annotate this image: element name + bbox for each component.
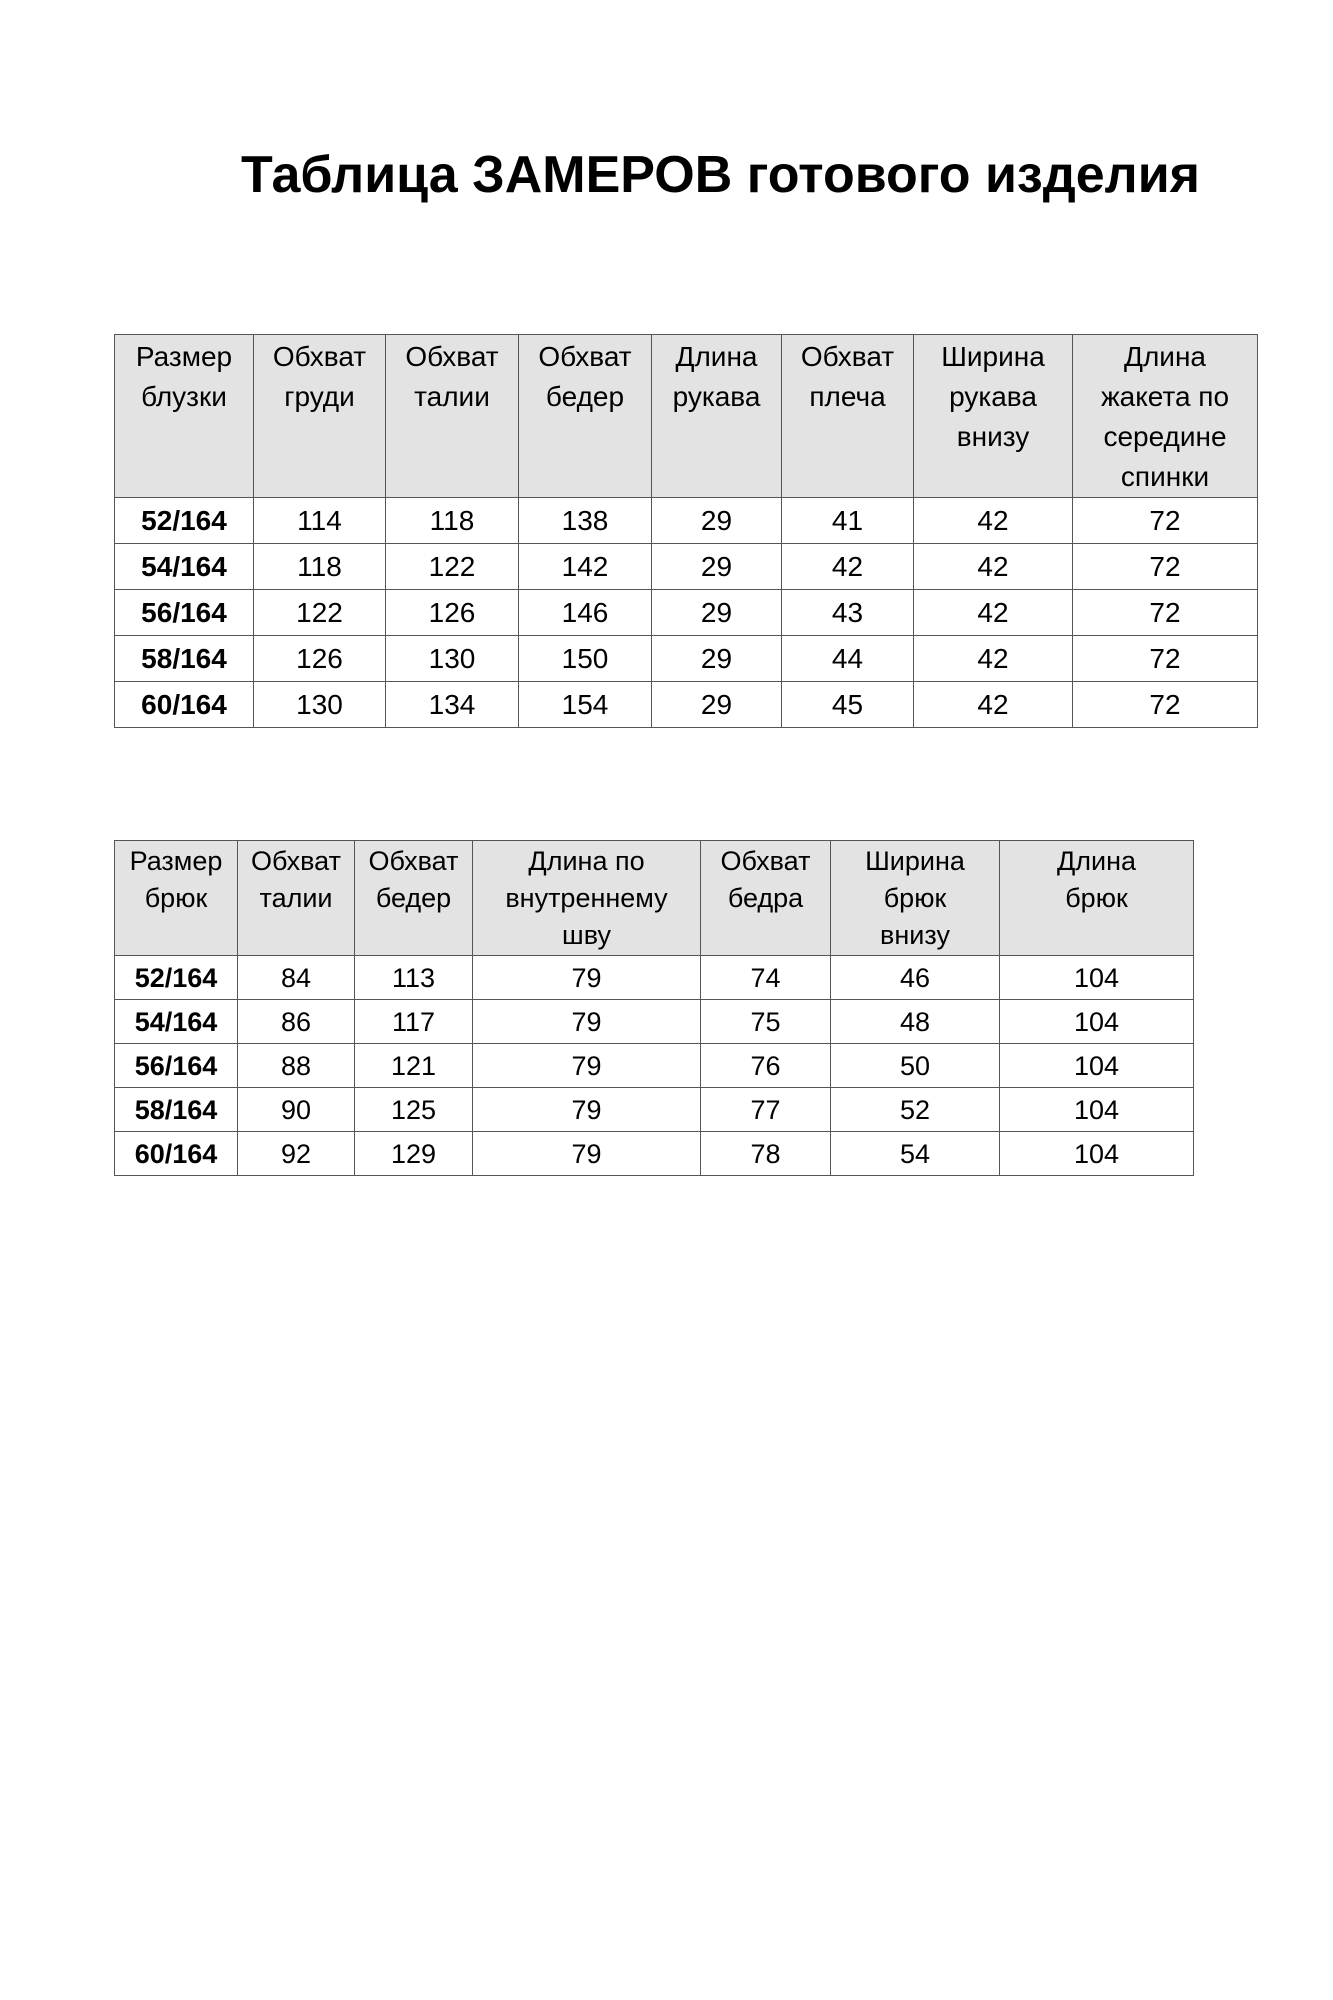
column-header-line: Обхват: [251, 846, 341, 876]
column-header-line: Обхват: [720, 846, 811, 876]
size-cell: 54/164: [115, 1000, 238, 1044]
table-row: [115, 682, 1258, 728]
measurement-cell: 54: [831, 1132, 1000, 1176]
column-header: [831, 841, 1000, 956]
column-header: [652, 335, 782, 498]
column-header-line: Обхват: [272, 341, 367, 372]
size-cell: 56/164: [115, 1044, 238, 1088]
column-header: [701, 841, 831, 956]
table-row: [115, 1044, 1194, 1088]
column-header: [115, 841, 238, 956]
column-header-line: Обхват: [800, 341, 895, 372]
column-header-line: жакета по: [1100, 381, 1230, 412]
column-header: [914, 335, 1073, 498]
measurement-cell: 134: [386, 682, 519, 728]
measurement-cell: 79: [473, 1044, 701, 1088]
column-header-line: середине: [1103, 421, 1227, 452]
column-header-line: Длина: [1056, 846, 1137, 876]
column-header-line: Длина по: [528, 846, 645, 876]
measurement-cell: 72: [1073, 544, 1258, 590]
column-header-line: внутреннему: [505, 883, 668, 913]
table-row: [115, 1132, 1194, 1176]
measurement-cell: 79: [473, 1088, 701, 1132]
measurement-cell: 72: [1073, 590, 1258, 636]
measurement-cell: 104: [1000, 956, 1194, 1000]
column-header-line: Ширина: [941, 341, 1045, 372]
measurement-cell: 42: [914, 590, 1073, 636]
size-cell: 60/164: [115, 682, 254, 728]
measurement-cell: 78: [701, 1132, 831, 1176]
measurement-cell: 29: [652, 590, 782, 636]
column-header-line: внизу: [880, 920, 950, 950]
page-title: Таблица ЗАМЕРОВ готового изделия: [240, 146, 1201, 204]
measurement-cell: 29: [652, 498, 782, 544]
table-row: [115, 1000, 1194, 1044]
measurement-cell: 104: [1000, 1132, 1194, 1176]
measurement-cell: 50: [831, 1044, 1000, 1088]
measurement-cell: 125: [355, 1088, 473, 1132]
table-row: [115, 1088, 1194, 1132]
measurement-cell: 72: [1073, 498, 1258, 544]
table-header-row: [115, 335, 1258, 498]
table-row: [115, 636, 1258, 682]
measurement-cell: 42: [914, 636, 1073, 682]
column-header: [1000, 841, 1194, 956]
measurement-cell: 48: [831, 1000, 1000, 1044]
measurement-cell: 130: [254, 682, 386, 728]
measurement-cell: 77: [701, 1088, 831, 1132]
measurement-cell: 113: [355, 956, 473, 1000]
measurement-cell: 129: [355, 1132, 473, 1176]
size-cell: 58/164: [115, 1088, 238, 1132]
measurement-cell: 42: [914, 498, 1073, 544]
measurement-cell: 104: [1000, 1000, 1194, 1044]
column-header-line: груди: [284, 381, 355, 412]
measurement-cell: 42: [914, 682, 1073, 728]
measurement-cell: 104: [1000, 1088, 1194, 1132]
measurement-cell: 92: [238, 1132, 355, 1176]
column-header-line: Длина: [1124, 341, 1206, 372]
table-row: [115, 956, 1194, 1000]
measurement-cell: 114: [254, 498, 386, 544]
column-header: [782, 335, 914, 498]
measurement-cell: 79: [473, 956, 701, 1000]
column-header-line: талии: [414, 381, 490, 412]
measurement-cell: 122: [386, 544, 519, 590]
size-cell: 52/164: [115, 956, 238, 1000]
measurement-cell: 154: [519, 682, 652, 728]
column-header-line: Размер: [135, 341, 233, 372]
measurement-cell: 74: [701, 956, 831, 1000]
column-header-line: брюк: [144, 883, 208, 913]
column-header-line: Обхват: [538, 341, 632, 372]
measurement-cell: 126: [254, 636, 386, 682]
measurement-cell: 121: [355, 1044, 473, 1088]
measurement-cell: 72: [1073, 636, 1258, 682]
measurement-cell: 142: [519, 544, 652, 590]
measurement-cell: 75: [701, 1000, 831, 1044]
measurement-cell: 46: [831, 956, 1000, 1000]
measurement-cell: 29: [652, 636, 782, 682]
measurement-cell: 79: [473, 1132, 701, 1176]
measurement-cell: 45: [782, 682, 914, 728]
column-header-line: бедер: [375, 883, 452, 913]
column-header-line: брюк: [883, 883, 947, 913]
measurement-cell: 126: [386, 590, 519, 636]
column-header-line: Обхват: [368, 846, 459, 876]
measurement-cell: 52: [831, 1088, 1000, 1132]
column-header-line: блузки: [141, 381, 227, 412]
column-header: [254, 335, 386, 498]
measurement-cell: 29: [652, 682, 782, 728]
column-header: [355, 841, 473, 956]
measurement-cell: 29: [652, 544, 782, 590]
measurement-cell: 84: [238, 956, 355, 1000]
measurement-cell: 79: [473, 1000, 701, 1044]
measurement-cell: 138: [519, 498, 652, 544]
size-cell: 52/164: [115, 498, 254, 544]
column-header: [519, 335, 652, 498]
measurement-cell: 44: [782, 636, 914, 682]
measurement-cell: 117: [355, 1000, 473, 1044]
table-row: [115, 498, 1258, 544]
column-header: [1073, 335, 1258, 498]
column-header-line: рукава: [949, 381, 1037, 412]
measurement-cell: 88: [238, 1044, 355, 1088]
column-header-line: плеча: [809, 381, 886, 412]
size-cell: 60/164: [115, 1132, 238, 1176]
table-row: [115, 590, 1258, 636]
measurement-cell: 41: [782, 498, 914, 544]
measurement-cell: 104: [1000, 1044, 1194, 1088]
measurement-cell: 118: [386, 498, 519, 544]
column-header: [386, 335, 519, 498]
pants-measurements-table: [114, 840, 1194, 1176]
column-header-line: шву: [562, 920, 611, 950]
size-cell: 54/164: [115, 544, 254, 590]
column-header-line: внизу: [956, 421, 1030, 452]
measurement-cell: 42: [914, 544, 1073, 590]
column-header-line: Ширина: [865, 846, 965, 876]
column-header-line: спинки: [1120, 461, 1210, 492]
measurement-cell: 76: [701, 1044, 831, 1088]
column-header: [473, 841, 701, 956]
measurement-cell: 72: [1073, 682, 1258, 728]
column-header-line: рукава: [672, 381, 761, 412]
column-header-line: Длина: [675, 341, 758, 372]
size-cell: 56/164: [115, 590, 254, 636]
column-header-line: бедер: [545, 381, 625, 412]
measurement-cell: 90: [238, 1088, 355, 1132]
measurement-cell: 42: [782, 544, 914, 590]
measurement-cell: 86: [238, 1000, 355, 1044]
measurement-cell: 150: [519, 636, 652, 682]
blouse-measurements-table: [114, 334, 1258, 728]
size-cell: 58/164: [115, 636, 254, 682]
column-header-line: Обхват: [405, 341, 499, 372]
column-header-line: талии: [259, 883, 333, 913]
column-header: [115, 335, 254, 498]
measurement-cell: 118: [254, 544, 386, 590]
table-header-row: [115, 841, 1194, 956]
measurement-cell: 122: [254, 590, 386, 636]
measurement-cell: 43: [782, 590, 914, 636]
table-row: [115, 544, 1258, 590]
measurement-cell: 130: [386, 636, 519, 682]
column-header-line: бедра: [727, 883, 804, 913]
column-header-line: брюк: [1065, 883, 1128, 913]
measurement-cell: 146: [519, 590, 652, 636]
column-header: [238, 841, 355, 956]
column-header-line: Размер: [129, 846, 223, 876]
